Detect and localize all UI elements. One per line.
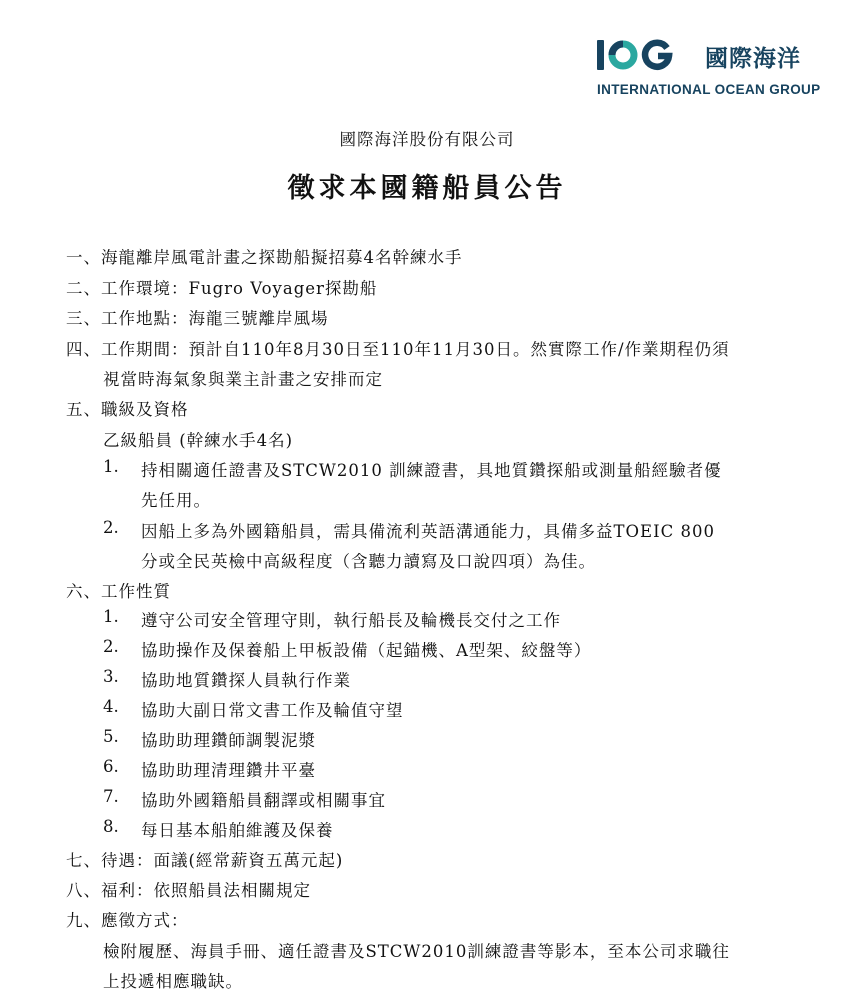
section-9-line-2: 上投遞相應職缺。 (103, 972, 243, 991)
section-5-subheading: 乙級船員 (幹練水手4名) (103, 431, 294, 450)
section-4-line-1: 四、工作期間：預計自110年8月30日至110年11月30日。然實際工作/作業期程仍須 (66, 340, 730, 359)
list-item-number: 2. (103, 518, 119, 537)
list-item-number: 1. (103, 457, 119, 476)
list-item: 協助外國籍船員翻譯或相關事宜 (141, 791, 386, 810)
section-1: 一、海龍離岸風電計畫之探勘船擬招募4名幹練水手 (66, 248, 463, 267)
logo-letter-i (597, 40, 604, 70)
list-item: 協助助理清理鑽井平臺 (141, 761, 316, 780)
list-item-continuation: 先任用。 (141, 491, 211, 510)
list-item-number: 4. (103, 697, 119, 716)
logo-letter-o-icon (608, 40, 638, 70)
list-item-number: 2. (103, 637, 119, 656)
section-2: 二、工作環境：Fugro Voyager探勘船 (66, 279, 378, 298)
list-item-number: 5. (103, 727, 119, 746)
company-name: 國際海洋股份有限公司 (339, 130, 515, 149)
section-6-heading: 六、工作性質 (66, 582, 171, 601)
section-9-heading: 九、應徵方式： (66, 911, 189, 930)
list-item-number: 7. (103, 787, 119, 806)
list-item: 協助助理鑽師調製泥漿 (141, 731, 316, 750)
list-item: 協助大副日常文書工作及輪值守望 (141, 701, 404, 720)
list-item: 遵守公司安全管理守則，執行船長及輪機長交付之工作 (141, 611, 561, 630)
list-item-number: 1. (103, 607, 119, 626)
logo-letter-g-icon (641, 39, 673, 71)
list-item-number: 8. (103, 817, 119, 836)
list-item: 協助操作及保養船上甲板設備（起錨機、A型架、絞盤等） (141, 641, 592, 660)
list-item-continuation: 分或全民英檢中高級程度（含聽力讀寫及口說四項）為佳。 (141, 552, 596, 571)
list-item: 協助地質鑽探人員執行作業 (141, 671, 351, 690)
list-item: 持相關適任證書及STCW2010 訓練證書，具地質鑽探船或測量船經驗者優 (141, 461, 722, 480)
section-9-line-1: 檢附履歷、海員手冊、適任證書及STCW2010訓練證書等影本，至本公司求職往 (103, 942, 730, 961)
section-7: 七、待遇：面議(經常薪資五萬元起) (66, 851, 344, 870)
section-5-heading: 五、職級及資格 (66, 400, 189, 419)
list-item-number: 3. (103, 667, 119, 686)
section-3: 三、工作地點：海龍三號離岸風場 (66, 309, 329, 328)
list-item-number: 6. (103, 757, 119, 776)
list-item: 每日基本船舶維護及保養 (141, 821, 334, 840)
logo-mark (597, 38, 673, 72)
logo-name-cn: 國際海洋 (705, 46, 801, 72)
company-logo (597, 34, 837, 102)
section-8: 八、福利：依照船員法相關規定 (66, 881, 311, 900)
list-item: 因船上多為外國籍船員，需具備流利英語溝通能力，具備多益TOEIC 800 (141, 522, 715, 541)
logo-name-en: INTERNATIONAL OCEAN GROUP (597, 82, 821, 97)
section-4-line-2: 視當時海氣象與業主計畫之安排而定 (103, 370, 383, 389)
page-title: 徵求本國籍船員公告 (287, 173, 567, 204)
